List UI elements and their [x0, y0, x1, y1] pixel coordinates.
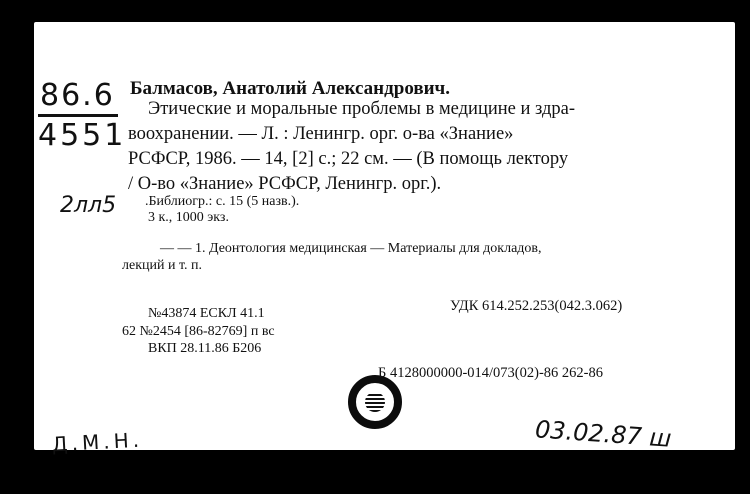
handwritten-date: 03.02.87 ш	[534, 415, 673, 453]
order-number: 62 №2454 [86-82769] п вс	[122, 324, 275, 339]
vkp-line: ВКП 28.11.86 Б206	[148, 341, 262, 356]
description-line-2: воохранении. — Л. : Ленингр. орг. о-ва «Знание»	[128, 124, 514, 144]
author-heading: Балмасов, Анатолий Александрович.	[130, 78, 451, 99]
side-mark: 2лл5	[60, 193, 117, 218]
description-line-3: РСФСР, 1986. — 14, [2] с.; 22 см. — (В помощь лектору	[128, 149, 569, 169]
copies-note: 3 к., 1000 экз.	[148, 210, 229, 225]
description-line-4: / О-во «Знание» РСФСР, Ленингр. орг.).	[128, 174, 442, 194]
udk-code: УДК 614.252.253(042.3.062)	[450, 298, 623, 314]
subject-line-1: — — 1. Деонтология медицинская — Материалы для докладов,	[160, 241, 542, 256]
circular-stamp	[348, 375, 402, 429]
handwritten-degree-note: Д.М.Н.	[51, 427, 144, 457]
description-line-1: Этические и моральные проблемы в медицине и здра-	[148, 99, 576, 119]
subject-line-2: лекций и т. п.	[122, 258, 203, 273]
record-number: №43874 ЕСКЛ 41.1	[148, 306, 265, 321]
stamp-center	[365, 392, 385, 412]
bibliography-note: .Библиогр.: с. 15 (5 назв.).	[145, 194, 300, 209]
shelf-mark-top: 86.6	[40, 78, 115, 113]
index-code: Б 4128000000-014/073(02)-86 262-86	[378, 365, 603, 381]
shelf-mark-bottom: 4551	[38, 118, 127, 153]
shelf-mark-rule	[38, 114, 118, 117]
